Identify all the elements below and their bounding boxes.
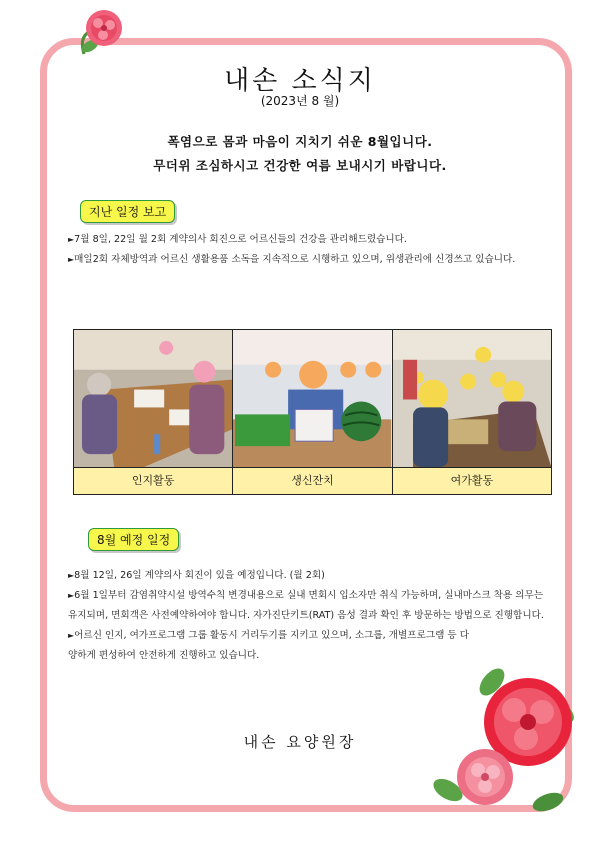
cognitive-activity-photo — [74, 330, 232, 467]
triangle-bullet-icon: ► — [68, 631, 75, 640]
greeting-line-1: 폭염으로 몸과 마음이 지치기 쉬운 8월입니다. — [167, 134, 433, 149]
greeting-line-2: 무더위 조심하시고 건강한 여름 보내시기 바랍니다. — [153, 158, 447, 173]
list-item: ►7월 8일, 22일 월 2회 계약의사 회진으로 어르신들의 건강을 관리해드렸습니다. — [68, 234, 407, 245]
triangle-bullet-icon: ► — [68, 235, 75, 244]
carnation-bouquet-icon — [430, 652, 580, 822]
birthday-party-photo — [233, 330, 391, 467]
photo-caption: 생신잔치 — [233, 467, 391, 494]
photo-caption: 여가활동 — [393, 467, 551, 494]
section-heading-past: 지난 일정 보고 — [80, 200, 175, 223]
august-plan-list — [68, 566, 548, 666]
list-item: ►8월 12일, 26일 계약의사 회진이 있을 예정입니다. (월 2회) — [68, 570, 325, 581]
photo-table — [73, 329, 552, 495]
triangle-bullet-icon: ► — [68, 255, 75, 264]
signature: 내손 요양원장 — [243, 733, 357, 751]
carnation-flower-icon-top — [74, 4, 130, 64]
leisure-activity-photo — [393, 330, 551, 467]
page-title: 내손 소식지 — [224, 66, 376, 96]
list-item: ►어르신 인지, 여가프로그램 그룹 활동시 거리두기를 지키고 있으며, 소그룹, 개별프로그램 등 다양하게 편성하여 안전하게 진행하고 있습니다. — [68, 630, 470, 661]
section-heading-august: 8월 예정 일정 — [88, 528, 179, 551]
list-item: ►6월 1일부터 감염취약시설 방역수칙 변경내용으로 실내 면회시 입소자만 취식 가능하며, 실내마스크 착용 의무는 유지되며, 면회객은 사전예약하여야 합니다. 자가진단키트(RAT) 음성 결과 확인 후 방문하는 방법으로 진행합니다. — [68, 590, 544, 621]
list-item: ►매일2회 자체방역과 어르신 생활용품 소독을 지속적으로 시행하고 있으며, 위생관리에 신경쓰고 있습니다. — [68, 254, 516, 265]
past-report-list — [68, 230, 548, 270]
photo-cell — [74, 330, 233, 494]
page-subtitle: (2023년 8 월) — [260, 94, 340, 108]
photo-cell — [393, 330, 551, 494]
triangle-bullet-icon: ► — [68, 571, 75, 580]
triangle-bullet-icon: ► — [68, 591, 75, 600]
photo-cell — [233, 330, 392, 494]
photo-caption: 인지활동 — [74, 467, 232, 494]
